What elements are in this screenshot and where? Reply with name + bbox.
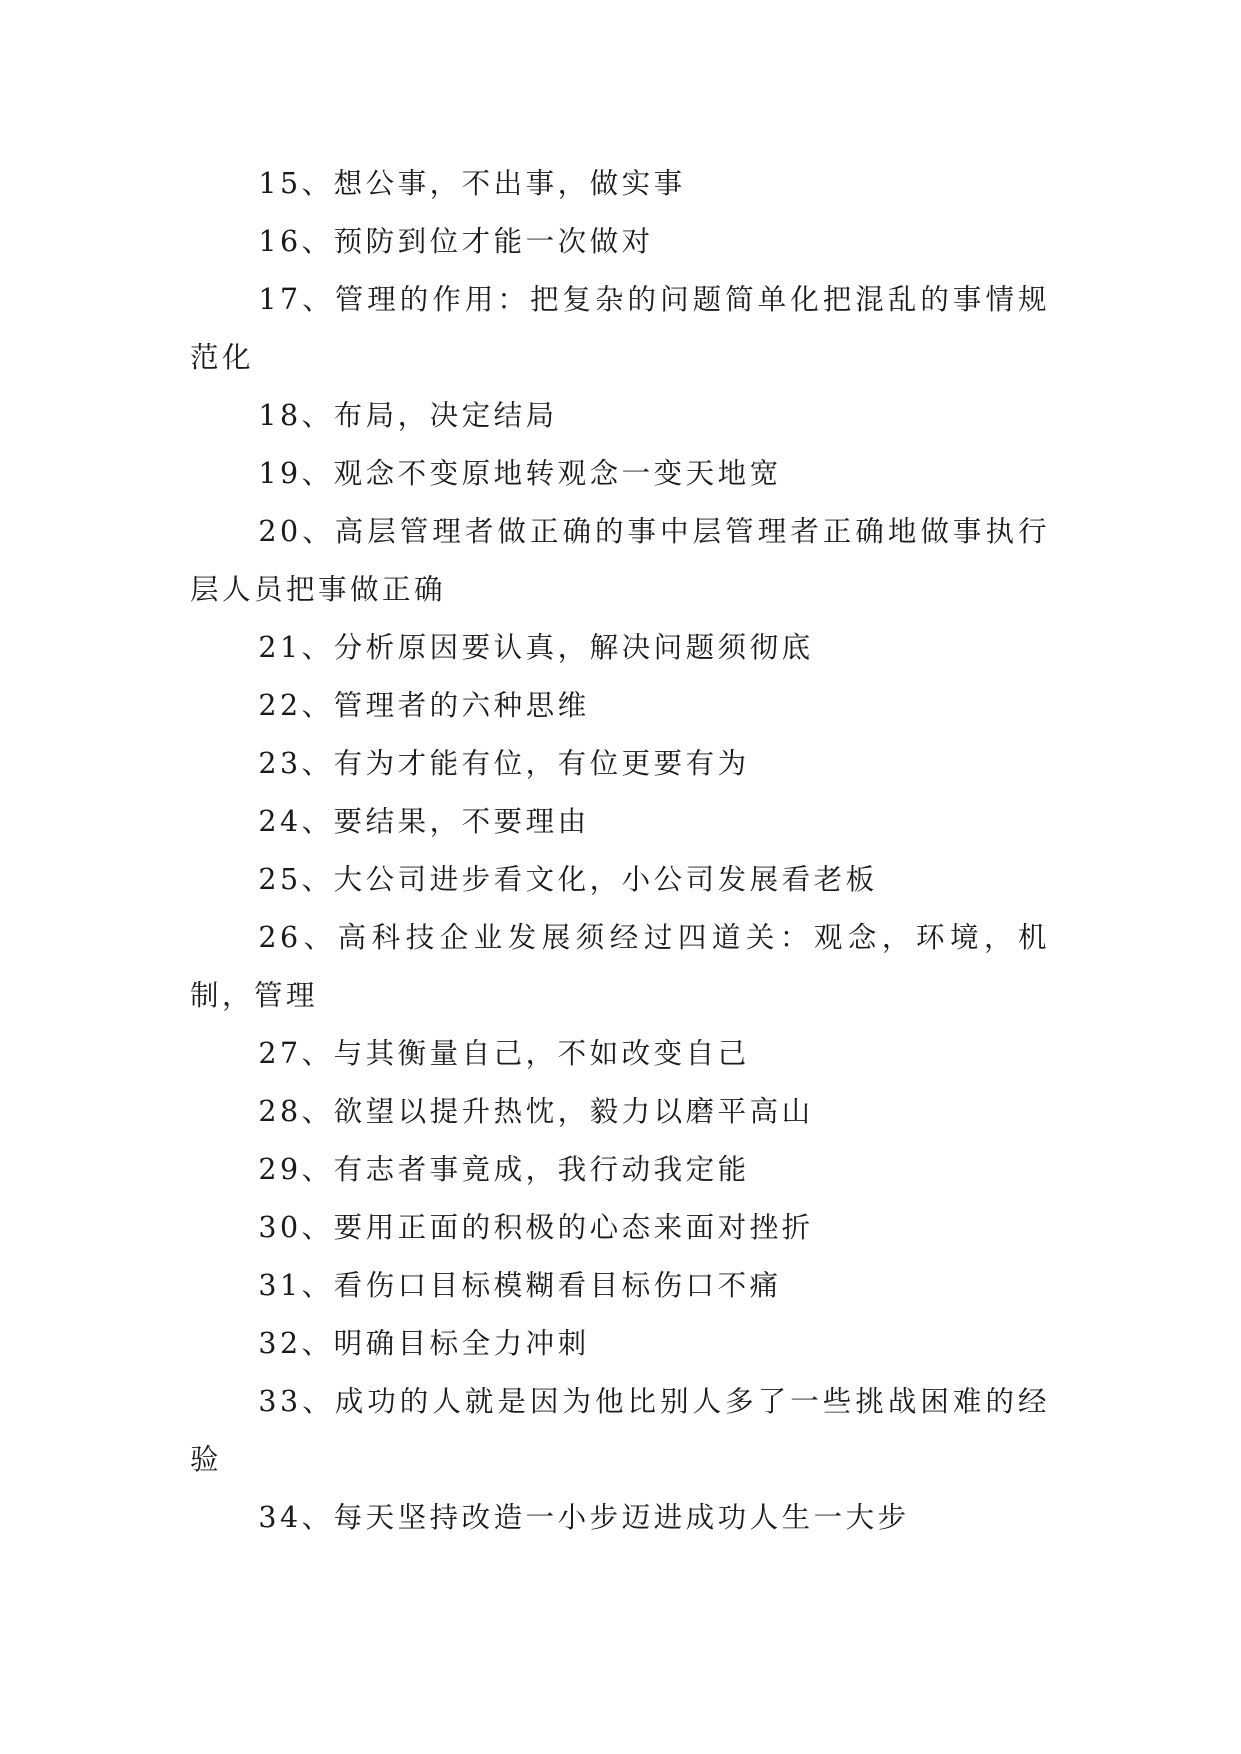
list-item: 30、要用正面的积极的心态来面对挫折 [258,1211,814,1244]
list-item: 15、想公事，不出事，做实事 [258,167,686,200]
list-item: 21、分析原因要认真，解决问题须彻底 [258,631,814,664]
list-item: 23、有为才能有位，有位更要有为 [258,747,750,780]
list-item: 31、看伤口目标模糊看目标伤口不痛 [258,1269,782,1302]
list-item: 18、布局，决定结局 [258,399,558,432]
list-item: 17、管理的作用：把复杂的问题简单化把混乱的事情规范化 [190,283,1050,374]
list-item: 26、高科技企业发展须经过四道关：观念，环境，机制，管理 [190,921,1050,1012]
list-item: 22、管理者的六种思维 [258,689,590,722]
list-item: 27、与其衡量自己，不如改变自己 [258,1037,750,1070]
list-item: 33、成功的人就是因为他比别人多了一些挑战困难的经验 [190,1385,1050,1476]
list-item: 24、要结果，不要理由 [258,805,590,838]
list-item: 32、明确目标全力冲刺 [258,1327,590,1360]
list-item: 20、高层管理者做正确的事中层管理者正确地做事执行层人员把事做正确 [190,515,1050,606]
list-item: 25、大公司进步看文化，小公司发展看老板 [258,863,878,896]
list-item: 28、欲望以提升热忱，毅力以磨平高山 [258,1095,814,1128]
list-item: 34、每天坚持改造一小步迈进成功人生一大步 [258,1501,910,1534]
document-body [190,155,1050,1547]
list-item: 16、预防到位才能一次做对 [258,225,654,258]
list-item: 19、观念不变原地转观念一变天地宽 [258,457,782,490]
list-item: 29、有志者事竟成，我行动我定能 [258,1153,750,1186]
